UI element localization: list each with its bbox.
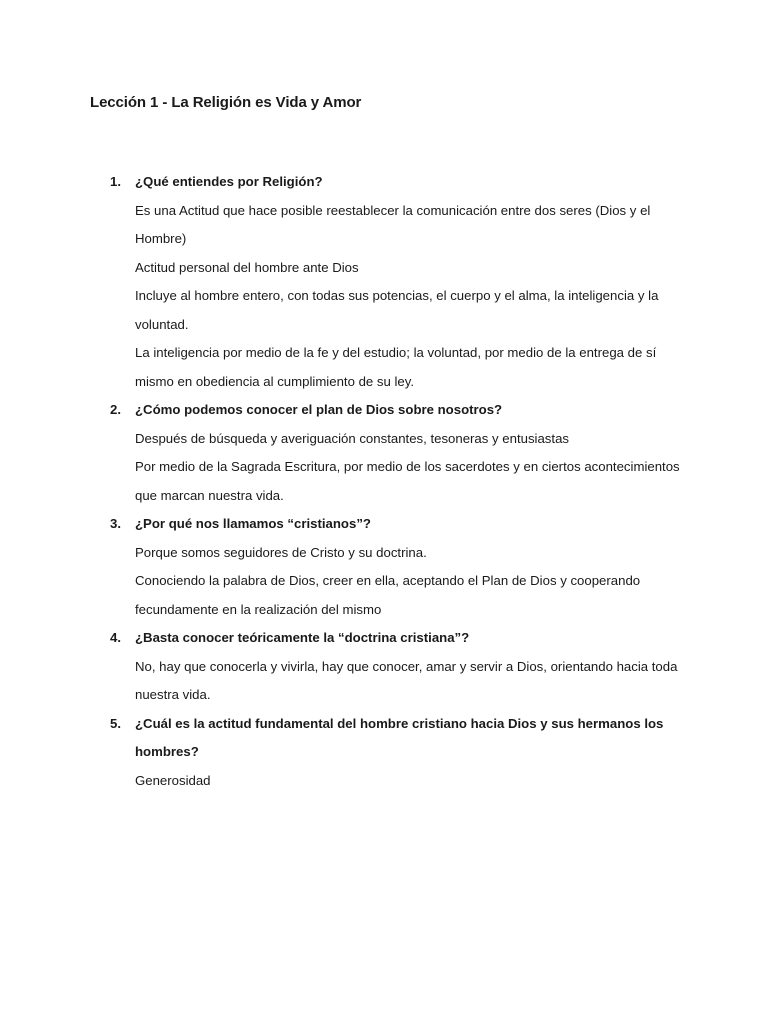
item-number: 4. <box>110 630 121 645</box>
item-number: 1. <box>110 174 121 189</box>
answer-text: Por medio de la Sagrada Escritura, por medio de los sacerdotes y en ciertos acontecimientos que marcan nuestra vida. <box>135 459 680 503</box>
question-text: ¿Cuál es la actitud fundamental del hombre cristiano hacia Dios y sus hermanos los hombres? <box>135 715 664 759</box>
list-item <box>110 168 680 396</box>
item-number: 2. <box>110 402 121 417</box>
item-number: 5. <box>110 715 121 731</box>
answer-text: La inteligencia por medio de la fe y del estudio; la voluntad, por medio de la entrega de sí mismo en obediencia al cumplimiento de su ley. <box>135 345 657 389</box>
answer-text: Generosidad <box>135 772 211 788</box>
answer-text: Después de búsqueda y averiguación constantes, tesoneras y entusiastas <box>135 430 569 446</box>
question-text: ¿Basta conocer teóricamente la “doctrina cristiana”? <box>135 630 470 645</box>
list-item <box>110 396 680 510</box>
list-item <box>110 624 680 710</box>
answer-text: Actitud personal del hombre ante Dios <box>135 259 359 275</box>
answer-text: Es una Actitud que hace posible reestablecer la comunicación entre dos seres (Dios y el Hombre) <box>135 202 651 246</box>
question-text: ¿Qué entiendes por Religión? <box>135 174 323 189</box>
answer-text: No, hay que conocerla y vivirla, hay que conocer, amar y servir a Dios, orientando hacia toda nuestra vida. <box>135 658 678 702</box>
page-title: Lección 1 - La Religión es Vida y Amor <box>90 94 362 111</box>
question-text: ¿Cómo podemos conocer el plan de Dios sobre nosotros? <box>135 402 503 417</box>
question-list <box>110 168 680 795</box>
item-number: 3. <box>110 516 121 531</box>
answer-text: Porque somos seguidores de Cristo y su doctrina. <box>135 544 427 560</box>
answer-text: Incluye al hombre entero, con todas sus potencias, el cuerpo y el alma, la inteligencia y la voluntad. <box>135 288 659 332</box>
answer-text: Conociendo la palabra de Dios, creer en ella, aceptando el Plan de Dios y cooperando fecundamente en la realización del mismo <box>135 573 641 617</box>
list-item <box>110 510 680 624</box>
list-item <box>110 710 680 796</box>
question-text: ¿Por qué nos llamamos “cristianos”? <box>135 516 371 531</box>
